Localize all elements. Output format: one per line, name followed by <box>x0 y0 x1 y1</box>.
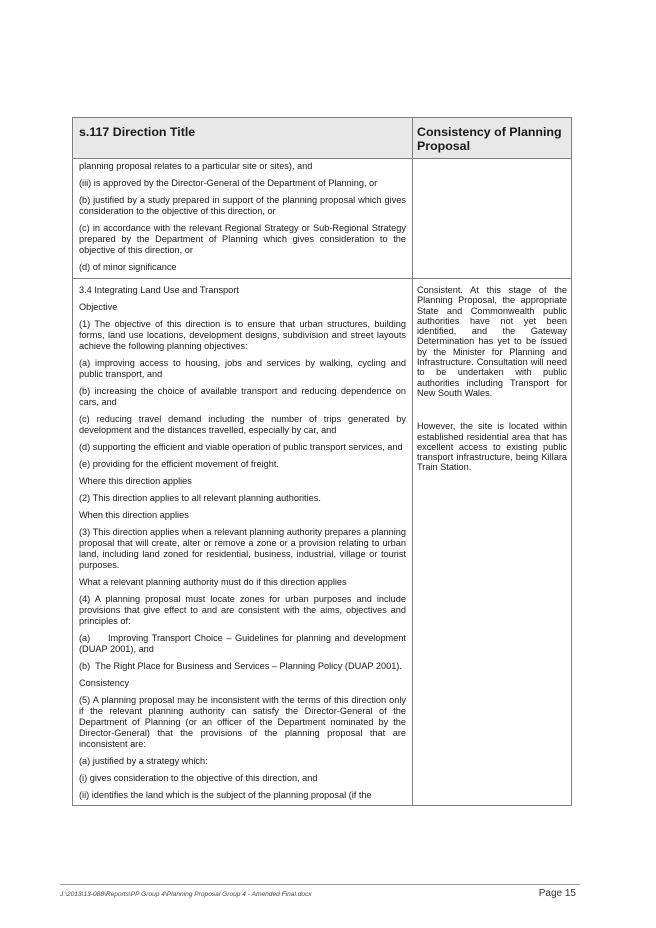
direction-paragraph: (iii) is approved by the Director-General of the Department of Planning, or <box>79 178 378 188</box>
direction-paragraph: (d) of minor significance <box>79 262 177 272</box>
section-heading: Objective <box>79 302 118 312</box>
footer-file-path: J:\2013\13-088\Reports\PP Group 4\Planning Proposal Group 4 - Amended Final.docx <box>60 891 312 898</box>
direction-paragraph: (c) in accordance with the relevant Regional Strategy or Sub-Regional Strategy prepared by the Department of Planning which gives consideration to the objective of this direction, or <box>79 223 406 255</box>
section-heading: What a relevant planning authority must do if this direction applies <box>79 577 347 587</box>
direction-paragraph: (c) reducing travel demand including the number of trips generated by development and the distances travelled, especially by car, and <box>79 414 406 435</box>
direction-paragraph: planning proposal relates to a particular site or sites), and <box>79 161 313 171</box>
direction-paragraph: (1) The objective of this direction is to ensure that urban structures, building forms, land use locations, development designs, subdivision and street layouts achieve the following planning objectives: <box>79 319 406 351</box>
direction-paragraph: (b) The Right Place for Business and Services – Planning Policy (DUAP 2001). <box>79 661 402 671</box>
direction-paragraph: (4) A planning proposal must locate zones for urban purposes and include provisions that give effect to and are consistent with the aims, objectives and principles of: <box>79 594 406 626</box>
direction-paragraph: (b) justified by a study prepared in support of the planning proposal which gives consideration to the objective of this direction, or <box>79 195 406 216</box>
direction-paragraph: (ii) identifies the land which is the subject of the planning proposal (if the <box>79 790 372 800</box>
header-direction-title: s.117 Direction Title <box>73 118 413 159</box>
section-heading: When this direction applies <box>79 510 189 520</box>
consistency-paragraph: Consistent. At this stage of the Planning Proposal, the appropriate State and Commonwealth public authorities have not yet been identified, and the Gateway Determination has yet to be issued by the Minister for Planning and Infrastructure. Consultation will need to be undertaken with public authorities including Transport for New South Wales. <box>417 285 567 398</box>
direction-paragraph: (a) improving access to housing, jobs and services by walking, cycling and public transport, and <box>79 358 406 379</box>
table-header-row <box>73 118 572 159</box>
direction-paragraph: (3) This direction applies when a relevant planning authority prepares a planning proposal that will create, alter or remove a zone or a provision relating to urban land, including land zoned for residential, business, industrial, village or tourist purposes. <box>79 527 406 570</box>
direction-paragraph: (2) This direction applies to all relevant planning authorities. <box>79 493 321 503</box>
direction-paragraph: (i) gives consideration to the objective of this direction, and <box>79 773 318 783</box>
footer-divider <box>60 884 580 885</box>
direction-paragraph: (d) supporting the efficient and viable operation of public transport services, and <box>79 442 403 452</box>
direction-paragraph: (a) justified by a strategy which: <box>79 756 208 766</box>
header-consistency: Consistency of Planning Proposal <box>413 118 572 159</box>
consistency-cell <box>413 159 572 279</box>
direction-text-cell <box>73 279 413 806</box>
direction-paragraph: (a) Improving Transport Choice – Guidelines for planning and development (DUAP 2001), and <box>79 633 409 654</box>
direction-paragraph: (b) increasing the choice of available transport and reducing dependence on cars, and <box>79 386 406 407</box>
footer-page-number: Page 15 <box>538 888 576 899</box>
direction-paragraph: (5) A planning proposal may be inconsistent with the terms of this direction only if the relevant planning authority can satisfy the Director-General of the Department of Planning (or an officer of the Department nominated by the Director-General) that the provisions of the planning proposal that are inconsistent are: <box>79 695 406 749</box>
section-heading: Where this direction applies <box>79 476 192 486</box>
direction-heading: 3.4 Integrating Land Use and Transport <box>79 285 239 295</box>
direction-text-cell <box>73 159 413 279</box>
table-row <box>73 279 572 806</box>
section-heading: Consistency <box>79 678 130 688</box>
table-row <box>73 159 572 279</box>
direction-paragraph: (e) providing for the efficient movement of freight. <box>79 459 280 469</box>
consistency-paragraph: However, the site is located within established residential area that has excellent access to existing public transport infrastructure, being Killara Train Station. <box>417 421 567 473</box>
consistency-cell <box>413 279 572 806</box>
s117-directions-table <box>72 117 572 806</box>
